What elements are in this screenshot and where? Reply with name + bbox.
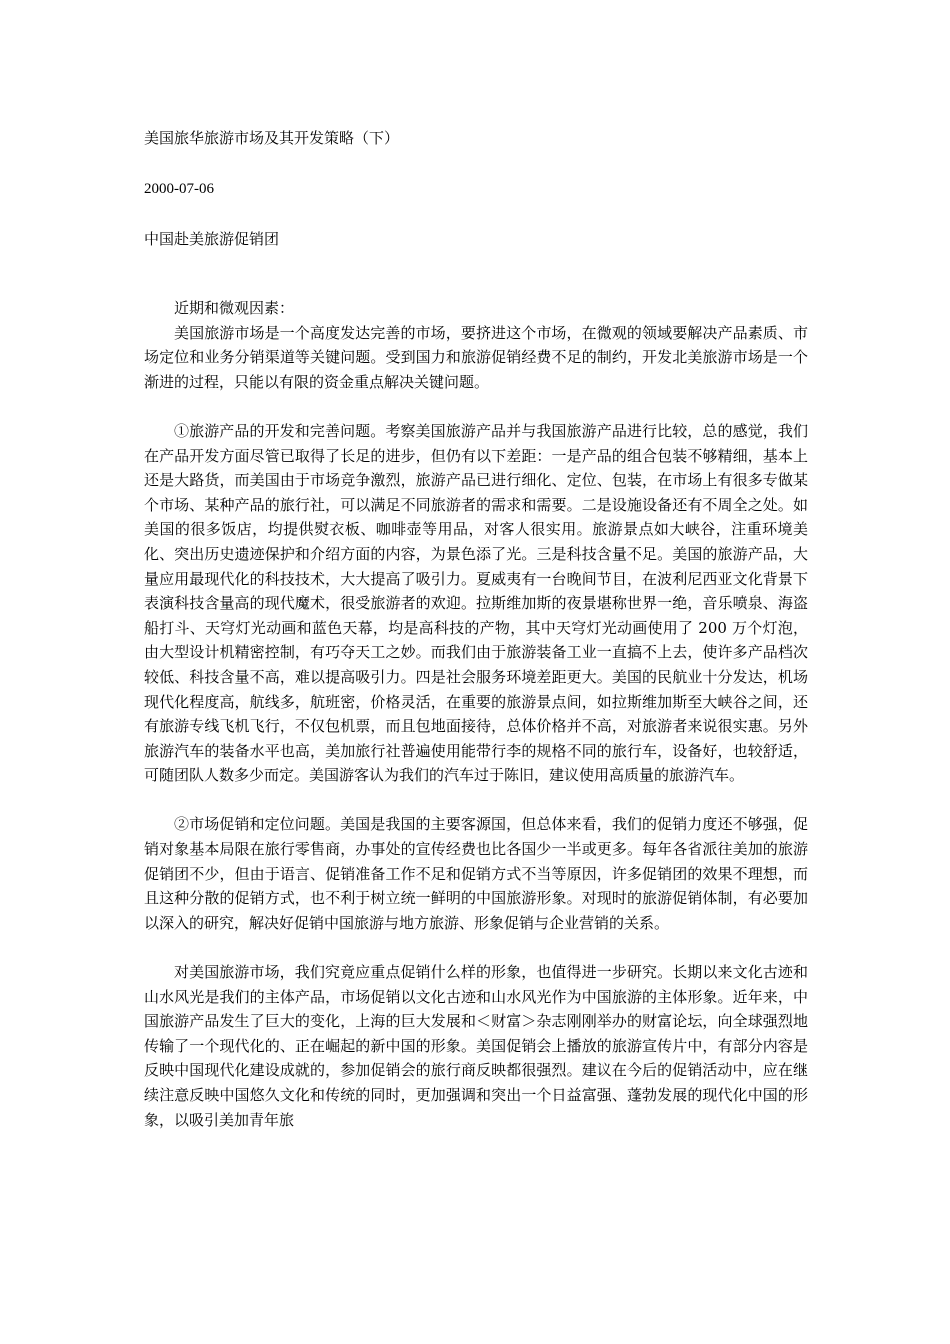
document-body xyxy=(144,296,808,1132)
document-title: 美国旅华旅游市场及其开发策略（下） xyxy=(144,129,400,147)
document-author: 中国赴美旅游促销团 xyxy=(144,230,280,248)
paragraph-intro: 美国旅游市场是一个高度发达完善的市场，要挤进这个市场，在微观的领域要解决产品素质、市场定位和业务分销渠道等关键问题。受到国力和旅游促销经费不足的制约，开发北美旅游市场是一个渐进的过程，只能以有限的资金重点解决关键问题。 xyxy=(144,323,808,391)
document-date: 2000-07-06 xyxy=(144,181,214,197)
paragraph-section-heading: 近期和微观因素： xyxy=(174,299,295,317)
paragraph-product-development: ①旅游产品的开发和完善问题。考察美国旅游产品并与我国旅游产品进行比较，总的感觉，我们在产品开发方面尽管已取得了长足的进步，但仍有以下差距：一是产品的组合包装不够精细，基本上还是大路货，而美国由于市场竞争激烈，旅游产品已进行细化、定位、包装，在市场上有很多专做某个市场、某种产品的旅行社，可以满足不同旅游者的需求和需要。二是设施设备还有不周全之处。如美国的很多饭店，均提供熨衣板、咖啡壶等用品，对客人很实用。旅游景点如大峡谷，注重环境美化、突出历史遗迹保护和介绍方面的内容，为景色添了光。三是科技含量不足。美国的旅游产品，大量应用最现代化的科技技术，大大提高了吸引力。夏威夷有一台晚间节目，在波利尼西亚文化背景下表演科技含量高的现代魔术，很受旅游者的欢迎。拉斯维加斯的夜景堪称世界一绝，音乐喷泉、海盗船打斗、天穹灯光动画和蓝色天幕，均是高科技的产物，其中天穹灯光动画使用了 200 万个灯泡，由大型设计机精密控制，有巧夺天工之妙。而我们由于旅游装备工业一直搞不上去，使许多产品档次较低、科技含量不高，难以提高吸引力。四是社会服务环境差距更大。美国的民航业十分发达，机场现代化程度高，航线多，航班密，价格灵活，在重要的旅游景点间，如拉斯维加斯至大峡谷之间，还有旅游专线飞机飞行，不仅包机票，而且包地面接待，总体价格并不高，对旅游者来说很实惠。另外旅游汽车的装备水平也高，美加旅行社普遍使用能带行李的规格不同的旅行车，设备好，也较舒适，可随团队人数多少而定。美国游客认为我们的汽车过于陈旧，建议使用高质量的旅游汽车。 xyxy=(144,421,808,785)
paragraph-image-promotion: 对美国旅游市场，我们究竟应重点促销什么样的形象，也值得进一步研究。长期以来文化古迹和山水风光是我们的主体产品，市场促销以文化古迹和山水风光作为中国旅游的主体形象。近年来，中国旅游产品发生了巨大的变化，上海的巨大发展和＜财富＞杂志刚刚举办的财富论坛，向全球强烈地传输了一个现代化的、正在崛起的新中国的形象。美国促销会上播放的旅游宣传片中，有部分内容是反映中国现代化建设成就的，参加促销会的旅行商反映都很强烈。建议在今后的促销活动中，应在继续注意反映中国悠久文化和传统的同时，更加强调和突出一个日益富强、蓬勃发展的现代化中国的形象，以吸引美加青年旅 xyxy=(144,963,808,1129)
paragraph-market-promotion: ②市场促销和定位问题。美国是我国的主要客源国，但总体来看，我们的促销力度还不够强，促销对象基本局限在旅行零售商，办事处的宣传经费也比各国少一半或更多。每年各省派往美加的旅游促销团不少，但由于语言、促销准备工作不足和促销方式不当等原因，许多促销团的效果不理想，而且这种分散的促销方式，也不利于树立统一鲜明的中国旅游形象。对现时的旅游促销体制，有必要加以深入的研究，解决好促销中国旅游与地方旅游、形象促销与企业营销的关系。 xyxy=(144,815,808,932)
